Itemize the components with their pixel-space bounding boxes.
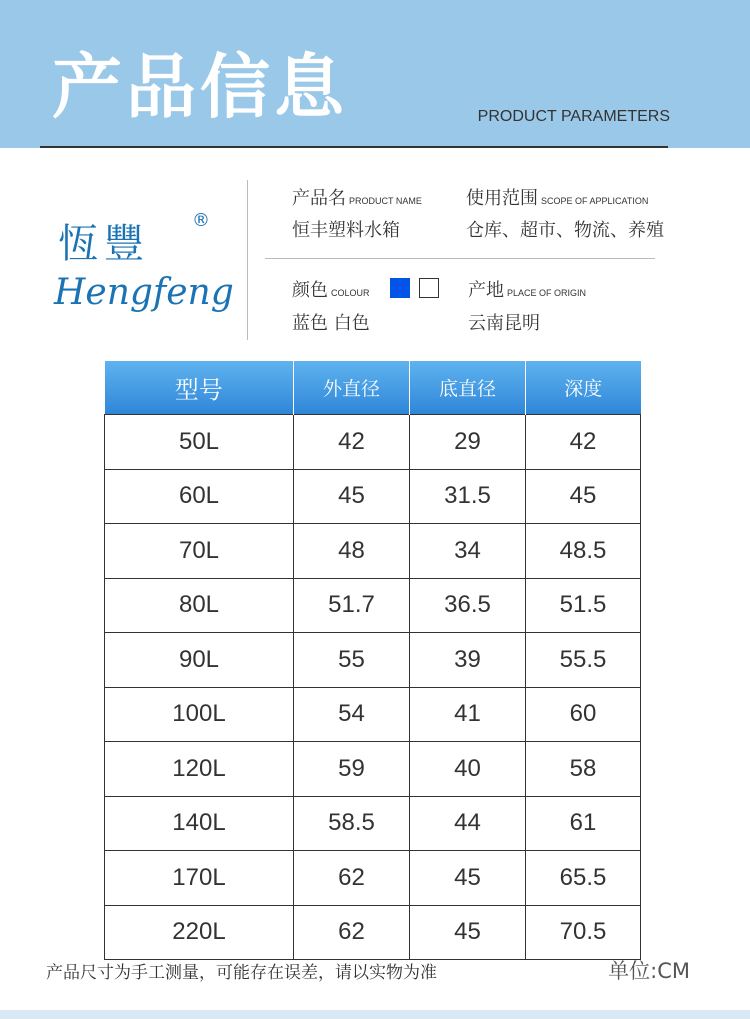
table-cell: 70L [105,524,294,579]
table-cell: 61 [526,796,641,851]
product-name-label: 产品名 PRODUCT NAME [292,188,422,209]
page-title: 产品信息 [52,46,348,128]
table-cell: 60L [105,469,294,524]
table-cell: 40 [410,742,526,797]
table-cell: 31.5 [410,469,526,524]
page-subtitle: PRODUCT PARAMETERS [477,108,670,125]
table-cell: 42 [526,415,641,470]
table-row [105,687,641,742]
table-row [105,633,641,688]
column-header-depth: 深度 [526,361,641,415]
table-cell: 36.5 [410,578,526,633]
bottom-band [0,1010,750,1019]
table-cell: 62 [294,851,410,906]
table-cell: 220L [105,905,294,960]
column-header-model: 型号 [105,361,294,415]
table-cell: 48.5 [526,524,641,579]
brand-chinese-name: 恆豐 [58,221,150,267]
table-cell: 48 [294,524,410,579]
page-header [0,0,750,148]
spec-table [104,361,641,960]
table-row [105,524,641,579]
scope-value: 仓库、超市、物流、养殖 [466,220,664,241]
table-row [105,578,641,633]
table-cell: 62 [294,905,410,960]
blue-swatch [390,278,410,298]
column-header-outer-diameter: 外直径 [294,361,410,415]
table-cell: 44 [410,796,526,851]
table-cell: 45 [526,469,641,524]
table-cell: 90L [105,633,294,688]
column-header-bottom-diameter: 底直径 [410,361,526,415]
table-cell: 58 [526,742,641,797]
table-cell: 51.5 [526,578,641,633]
table-row [105,742,641,797]
product-name-value: 恒丰塑料水箱 [292,220,400,241]
colour-label: 颜色 COLOUR [292,280,370,301]
table-cell: 45 [410,905,526,960]
table-cell: 65.5 [526,851,641,906]
table-cell: 45 [410,851,526,906]
table-cell: 50L [105,415,294,470]
table-cell: 55.5 [526,633,641,688]
info-divider [265,258,655,259]
unit-label: 单位:CM [608,959,690,983]
table-cell: 58.5 [294,796,410,851]
measurement-note: 产品尺寸为手工测量，可能存在误差，请以实物为准 [46,963,437,983]
table-cell: 170L [105,851,294,906]
white-swatch [419,278,439,298]
table-cell: 55 [294,633,410,688]
scope-label: 使用范围 SCOPE OF APPLICATION [466,188,649,209]
table-cell: 140L [105,796,294,851]
origin-label: 产地 PLACE OF ORIGIN [468,280,587,301]
table-row [105,851,641,906]
brand-divider [247,180,248,340]
brand-logo [52,200,234,330]
table-cell: 34 [410,524,526,579]
table-cell: 80L [105,578,294,633]
table-cell: 45 [294,469,410,524]
registered-mark: ® [192,210,210,231]
colour-value: 蓝色 白色 [292,313,370,334]
table-cell: 100L [105,687,294,742]
table-cell: 60 [526,687,641,742]
table-cell: 54 [294,687,410,742]
table-cell: 70.5 [526,905,641,960]
table-cell: 39 [410,633,526,688]
table-cell: 51.7 [294,578,410,633]
spec-table-header [105,361,641,415]
table-row [105,796,641,851]
table-cell: 41 [410,687,526,742]
table-row [105,415,641,470]
table-row [105,905,641,960]
brand-english-name: Hengfeng [54,272,234,313]
table-cell: 42 [294,415,410,470]
table-row [105,469,641,524]
header-divider [40,146,668,148]
table-cell: 59 [294,742,410,797]
origin-value: 云南昆明 [468,313,540,334]
table-cell: 29 [410,415,526,470]
table-cell: 120L [105,742,294,797]
